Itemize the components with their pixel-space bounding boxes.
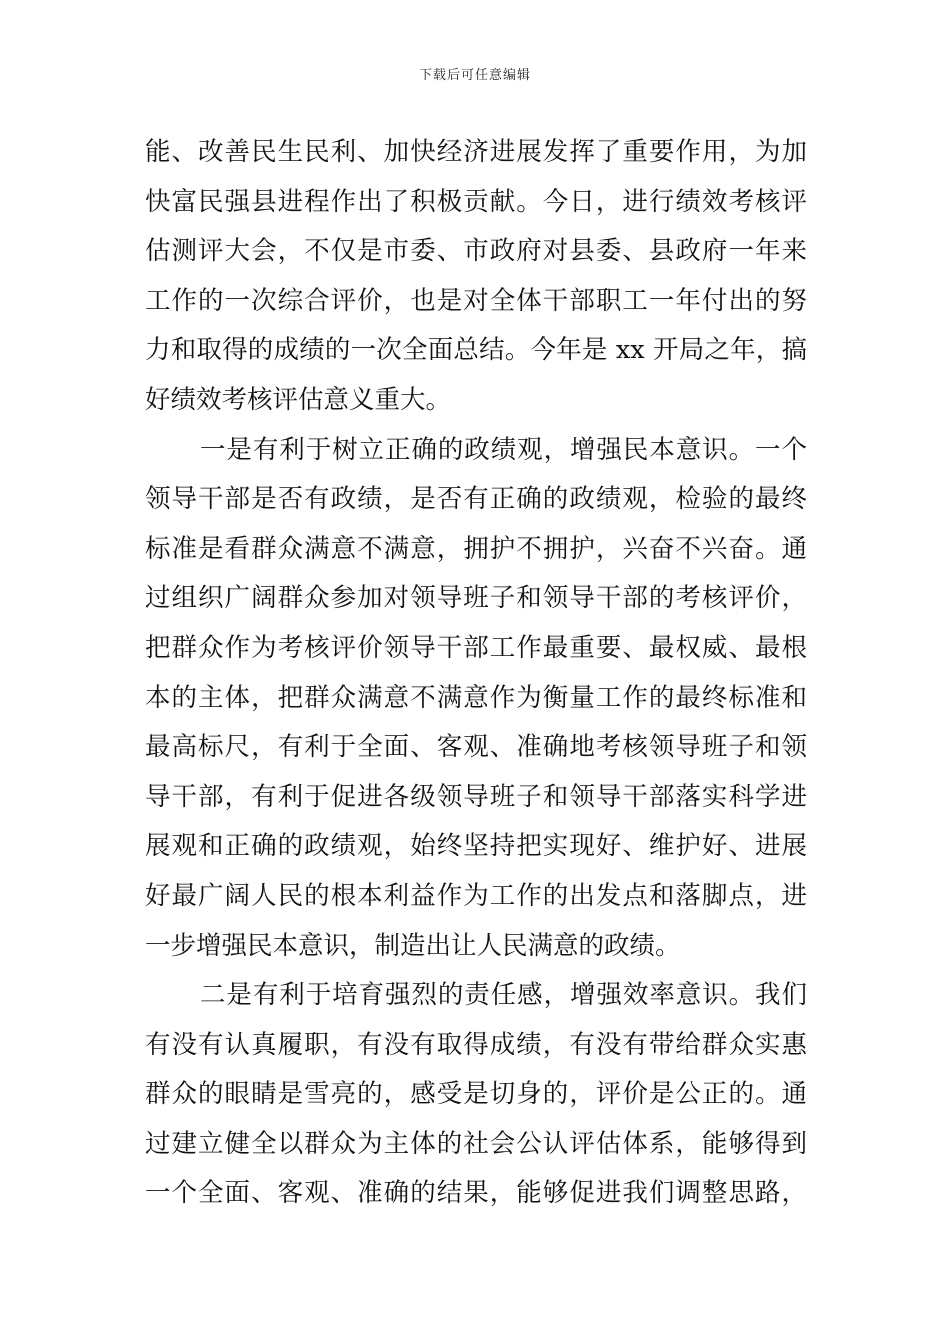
text-line-9: 标准是看群众满意不满意，拥护不拥护，兴奋不兴奋。通 [145, 533, 807, 564]
text-line-8: 领导干部是否有政绩，是否有正确的政绩观，检验的最终 [145, 484, 807, 515]
text-line-15: 展观和正确的政绩观，始终坚持把实现好、维护好、进展 [145, 831, 807, 862]
text-line-13: 最高标尺，有利于全面、客观、准确地考核领导班子和领 [145, 732, 807, 763]
text-line-7: 一是有利于树立正确的政绩观，增强民本意识。一个 [200, 434, 807, 465]
text-line-2: 快富民强县进程作出了积极贡献。今日，进行绩效考核评 [145, 186, 807, 217]
text-line-6: 好绩效考核评估意义重大。 [145, 384, 452, 415]
text-line-19: 有没有认真履职，有没有取得成绩，有没有带给群众实惠 [145, 1029, 807, 1060]
text-line-17: 一步增强民本意识，制造出让人民满意的政绩。 [145, 930, 681, 961]
text-line-14: 导干部，有利于促进各级领导班子和领导干部落实科学进 [145, 781, 807, 812]
document-body [145, 128, 807, 1219]
text-line-5: 力和取得的成绩的一次全面总结。今年是 xx 开局之年，搞 [145, 335, 807, 366]
text-line-16: 好最广阔人民的根本利益作为工作的出发点和落脚点，进 [145, 880, 807, 911]
text-line-22: 一个全面、客观、准确的结果，能够促进我们调整思路， [145, 1178, 807, 1209]
text-line-11: 把群众作为考核评价领导干部工作最重要、最权威、最根 [145, 632, 807, 663]
text-line-10: 过组织广阔群众参加对领导班子和领导干部的考核评价， [145, 583, 807, 614]
text-line-12: 本的主体，把群众满意不满意作为衡量工作的最终标准和 [145, 682, 807, 713]
page-header-note: 下载后可任意编辑 [418, 68, 531, 83]
text-line-4: 工作的一次综合评价，也是对全体干部职工一年付出的努 [145, 285, 807, 316]
text-line-20: 群众的眼睛是雪亮的，感受是切身的，评价是公正的。通 [145, 1079, 807, 1110]
text-line-18: 二是有利于培育强烈的责任感，增强效率意识。我们 [200, 980, 807, 1011]
text-line-21: 过建立健全以群众为主体的社会公认评估体系，能够得到 [145, 1128, 807, 1159]
text-line-1: 能、改善民生民利、加快经济进展发挥了重要作用，为加 [145, 137, 807, 167]
text-line-3: 估测评大会，不仅是市委、市政府对县委、县政府一年来 [145, 236, 807, 267]
